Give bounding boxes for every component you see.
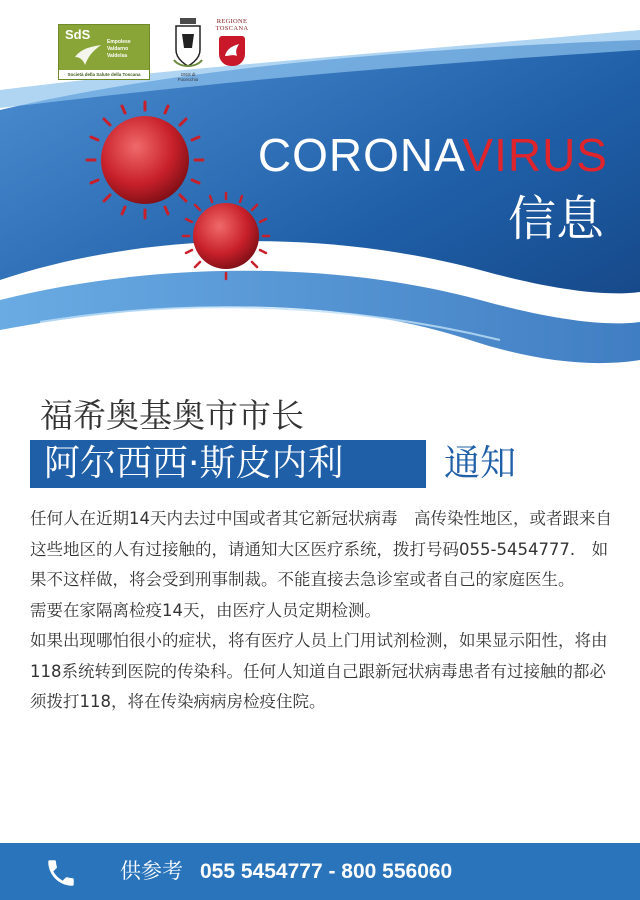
sds-line-1: Empolese [107,39,131,45]
info-title: 信息 [507,191,604,247]
mayor-role: 福希奥基奥市市长 [40,396,304,435]
virus-icon [87,102,203,218]
footer-phone-numbers: 055 5454777 - 800 556060 [200,860,453,883]
bird-icon [73,43,103,67]
pegasus-shield-icon [219,36,245,66]
body-paragraph-1: 任何人在近期14天内去过中国或者其它新冠状病毒 高传染性地区，或者跟来自这些地区的人有过接触的，请通知大区医疗系统，拨打号码055-5454777. 如果不这样做，将会受到刑事制裁。不能直接去急诊室或者自己的家庭医生。 [30,509,612,589]
notice-body [30,504,616,718]
notice-label: 通知 [444,443,517,484]
body-paragraph-3: 如果出现哪怕很小的症状，将有医疗人员上门用试剂检测，如果显示阳性，将由118系统转到医院的传染科。任何人知道自己跟新冠状病毒患者有过接触的都必须拨打118，将在传染病病房检疫住院。 [30,631,608,711]
sds-logo-text [107,39,131,60]
sds-logo-title: SdS [65,27,91,42]
title-part-corona: CORONA [257,129,463,181]
sds-line-2: Valdarno [107,46,129,52]
virus-icon-small [183,193,269,279]
body-paragraph-2: 需要在家隔离检疫14天，由医疗人员定期检测。 [30,600,381,620]
regione-logo [212,18,252,78]
title-part-virus: VIRUS [462,129,608,181]
regione-line-2: TOSCANA [215,25,249,32]
comune-logo [170,16,206,82]
comune-caption: 1918 di Fucecchio [177,72,199,82]
sds-logo-caption: Società della Salute della Toscana [59,70,149,79]
sds-line-3: Valdelsa [107,53,128,59]
mayor-name: 阿尔西西·斯皮内利 [44,443,344,484]
coronavirus-title [258,128,608,182]
sds-logo [58,24,150,80]
crest-icon [170,16,206,70]
footer-label: 供参考 [120,859,183,883]
footer-bar [0,843,640,900]
phone-icon [44,856,78,890]
regione-line-1: REGIONE [216,18,248,25]
